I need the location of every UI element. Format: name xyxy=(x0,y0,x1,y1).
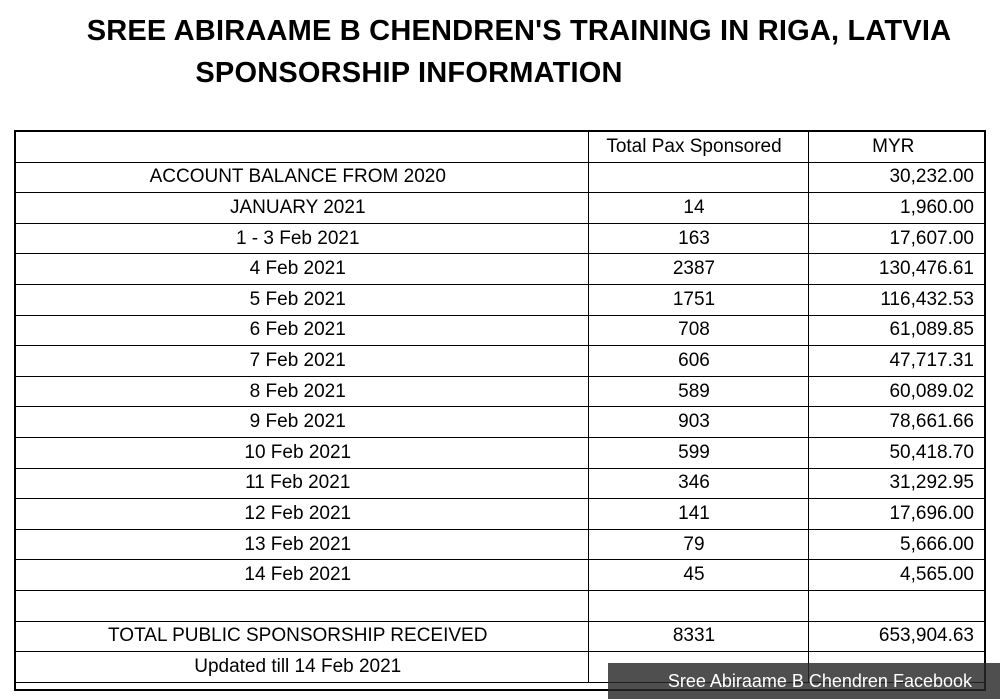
row-pax: 599 xyxy=(588,437,808,468)
row-myr: 31,292.95 xyxy=(808,468,986,499)
header-myr: MYR xyxy=(808,132,986,162)
row-myr: 5,666.00 xyxy=(808,529,986,560)
row-pax: 1751 xyxy=(588,284,808,315)
row-pax: 2387 xyxy=(588,254,808,285)
row-label: ACCOUNT BALANCE FROM 2020 xyxy=(16,162,588,193)
sponsorship-table xyxy=(16,132,986,683)
total-row xyxy=(16,621,986,652)
row-label: 14 Feb 2021 xyxy=(16,560,588,591)
row-myr xyxy=(808,590,986,621)
table-row xyxy=(16,468,986,499)
updated-label: Updated till 14 Feb 2021 xyxy=(16,652,588,683)
row-pax: 903 xyxy=(588,407,808,438)
row-label: 12 Feb 2021 xyxy=(16,499,588,530)
row-myr: 60,089.02 xyxy=(808,376,986,407)
table-row xyxy=(16,193,986,224)
row-label: 7 Feb 2021 xyxy=(16,346,588,377)
row-label: 8 Feb 2021 xyxy=(16,376,588,407)
row-myr: 78,661.66 xyxy=(808,407,986,438)
row-pax: 79 xyxy=(588,529,808,560)
row-label: 11 Feb 2021 xyxy=(16,468,588,499)
row-myr: 17,607.00 xyxy=(808,223,986,254)
table-row xyxy=(16,590,986,621)
table-row xyxy=(16,560,986,591)
row-label: JANUARY 2021 xyxy=(16,193,588,224)
row-label: 5 Feb 2021 xyxy=(16,284,588,315)
row-myr: 116,432.53 xyxy=(808,284,986,315)
document-subtitle: SPONSORSHIP INFORMATION xyxy=(195,57,623,89)
table-row xyxy=(16,376,986,407)
table-row xyxy=(16,346,986,377)
row-label: 4 Feb 2021 xyxy=(16,254,588,285)
row-pax: 163 xyxy=(588,223,808,254)
row-label: 10 Feb 2021 xyxy=(16,437,588,468)
row-label: 9 Feb 2021 xyxy=(16,407,588,438)
row-myr: 50,418.70 xyxy=(808,437,986,468)
table-row xyxy=(16,529,986,560)
row-pax xyxy=(588,162,808,193)
row-pax: 708 xyxy=(588,315,808,346)
table-row xyxy=(16,437,986,468)
row-label xyxy=(16,590,588,621)
table-row xyxy=(16,407,986,438)
table-row xyxy=(16,315,986,346)
row-pax: 589 xyxy=(588,376,808,407)
document-title: SREE ABIRAAME B CHENDREN'S TRAINING IN RIGA, LATVIA xyxy=(86,15,952,47)
table-row xyxy=(16,254,986,285)
row-label: 1 - 3 Feb 2021 xyxy=(16,223,588,254)
row-pax xyxy=(588,590,808,621)
row-myr: 61,089.85 xyxy=(808,315,986,346)
table-row xyxy=(16,499,986,530)
row-myr: 1,960.00 xyxy=(808,193,986,224)
total-label: TOTAL PUBLIC SPONSORSHIP RECEIVED xyxy=(16,621,588,652)
table-header-row xyxy=(16,132,986,162)
header-label xyxy=(16,132,588,162)
row-myr: 4,565.00 xyxy=(808,560,986,591)
row-label: 13 Feb 2021 xyxy=(16,529,588,560)
row-myr: 47,717.31 xyxy=(808,346,986,377)
photo-credit: Sree Abiraame B Chendren Facebook xyxy=(608,663,1000,699)
header-total-pax: Total Pax Sponsored xyxy=(588,132,808,162)
sponsorship-table-frame xyxy=(14,130,986,691)
table-row xyxy=(16,284,986,315)
total-myr: 653,904.63 xyxy=(808,621,986,652)
row-myr: 130,476.61 xyxy=(808,254,986,285)
row-label: 6 Feb 2021 xyxy=(16,315,588,346)
row-pax: 14 xyxy=(588,193,808,224)
row-myr: 30,232.00 xyxy=(808,162,986,193)
table-row xyxy=(16,223,986,254)
total-pax: 8331 xyxy=(588,621,808,652)
row-myr: 17,696.00 xyxy=(808,499,986,530)
row-pax: 606 xyxy=(588,346,808,377)
table-row xyxy=(16,162,986,193)
row-pax: 45 xyxy=(588,560,808,591)
row-pax: 141 xyxy=(588,499,808,530)
row-pax: 346 xyxy=(588,468,808,499)
